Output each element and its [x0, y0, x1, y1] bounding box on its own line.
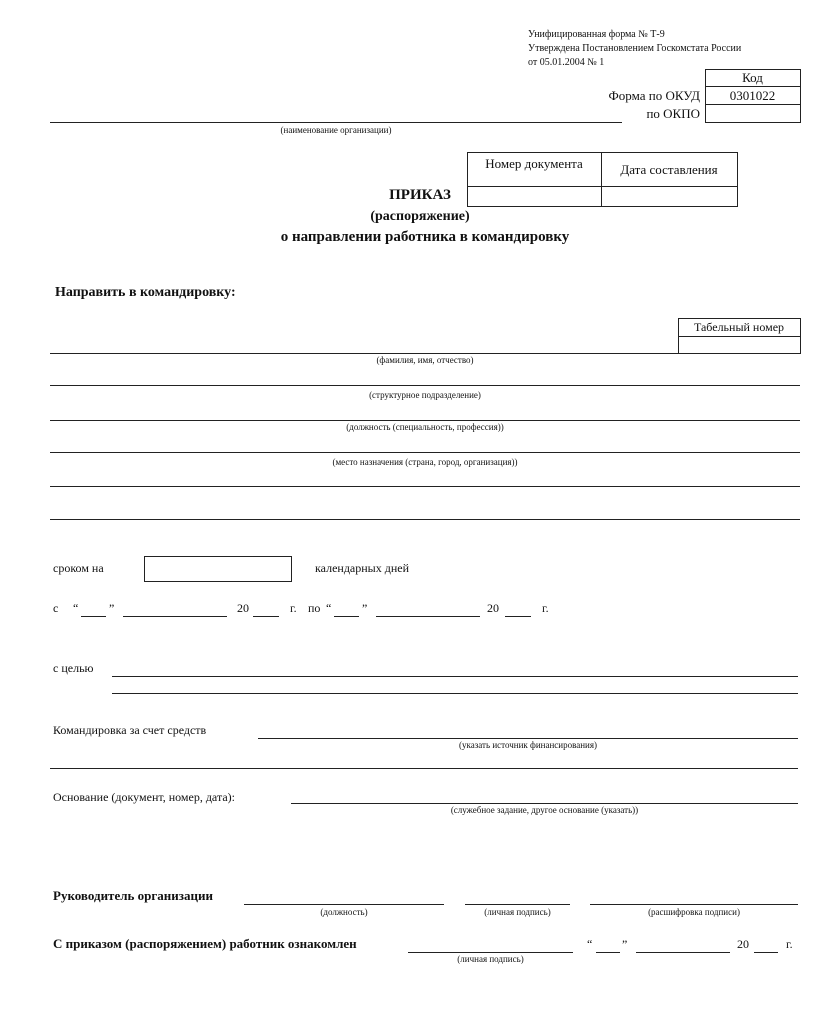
ack-month-field[interactable] — [636, 938, 730, 953]
tabel-number-header: Табельный номер — [693, 320, 785, 334]
ack-quote-close: ” — [622, 937, 628, 951]
date-to-year-prefix: 20 — [487, 601, 499, 615]
date-from-quote-open: “ — [73, 601, 79, 615]
send-label: Направить в командировку: — [55, 285, 236, 300]
date-from-year-field[interactable] — [253, 602, 279, 617]
tabel-table-divider — [678, 336, 800, 337]
form-header-line-3: от 05.01.2004 № 1 — [528, 57, 605, 68]
title-directive: (распоряжение) — [370, 209, 470, 224]
head-decoding-field[interactable] — [590, 890, 798, 905]
ack-year-suffix: г. — [786, 937, 793, 951]
head-position-caption-text: (должность) — [320, 907, 368, 917]
basis-label: Основание (документ, номер, дата): — [53, 790, 235, 804]
head-decoding-caption: (расшифровка подписи) — [648, 907, 740, 917]
purpose-label: с целью — [53, 661, 94, 675]
doc-date-header: Дата составления — [620, 162, 718, 177]
date-from-year-prefix: 20 — [237, 601, 249, 615]
basis-caption: (служебное задание, другое основание (указать)) — [450, 805, 639, 815]
employee-signature-field[interactable] — [408, 938, 573, 953]
department-caption: (структурное подразделение) — [369, 390, 481, 400]
ack-quote-open: “ — [587, 937, 593, 951]
ack-day-field[interactable] — [596, 938, 620, 953]
head-signature-field[interactable] — [465, 890, 570, 905]
code-table-divider — [705, 104, 800, 105]
form-header-line-2: Утверждена Постановлением Госкомстата России — [528, 43, 742, 54]
organization-name-field[interactable] — [50, 108, 622, 123]
ack-year-field[interactable] — [754, 938, 778, 953]
date-to-year-field[interactable] — [505, 602, 531, 617]
date-to-quote-close: ” — [362, 601, 368, 615]
destination-field-line-2[interactable] — [50, 472, 800, 487]
form-header-line-1: Унифицированная форма № Т-9 — [528, 29, 665, 40]
code-table-divider — [705, 86, 800, 87]
department-field[interactable] — [50, 371, 800, 386]
term-suffix: календарных дней — [315, 561, 410, 575]
fio-field[interactable] — [50, 339, 678, 354]
position-caption: (должность (специальность, профессия)) — [346, 422, 504, 432]
head-label: Руководитель организации — [53, 888, 213, 903]
doc-number-header: Номер документа — [485, 156, 583, 171]
destination-field[interactable] — [50, 438, 800, 453]
funding-caption: (указать источник финансирования) — [459, 740, 597, 750]
date-to-label: по — [308, 601, 321, 615]
purpose-field-line-2[interactable] — [112, 679, 798, 694]
date-from-month-field[interactable] — [123, 602, 227, 617]
date-from-quote-close: ” — [109, 601, 115, 615]
term-days-box[interactable] — [144, 556, 292, 582]
doc-table-divider — [601, 152, 602, 206]
purpose-field[interactable] — [112, 662, 798, 677]
head-position-field[interactable] — [244, 890, 444, 905]
date-to-year-suffix: г. — [542, 601, 549, 615]
funding-label: Командировка за счет средств — [53, 723, 207, 737]
date-from-day-field[interactable] — [81, 602, 106, 617]
employee-label: С приказом (распоряжением) работник ознакомлен — [53, 936, 357, 951]
date-from-label: с — [53, 601, 59, 615]
ack-year-prefix: 20 — [737, 937, 749, 951]
employee-signature-caption: (личная подпись) — [457, 954, 524, 964]
head-signature-caption: (личная подпись) — [484, 907, 551, 917]
funding-field-line-2[interactable] — [50, 754, 798, 769]
title-subject: о направлении работника в командировку — [280, 229, 570, 245]
date-to-day-field[interactable] — [334, 602, 359, 617]
destination-caption: (место назначения (страна, город, организация)) — [332, 457, 518, 467]
fio-caption: (фамилия, имя, отчество) — [376, 355, 474, 365]
organization-caption: (наименование организации) — [280, 125, 392, 135]
term-prefix: сроком на — [53, 561, 104, 575]
basis-field[interactable] — [291, 789, 798, 804]
doc-table-divider — [467, 186, 737, 187]
code-header: Код — [742, 70, 763, 85]
okpo-label: по ОКПО — [646, 106, 700, 121]
date-to-month-field[interactable] — [376, 602, 480, 617]
okud-value[interactable]: 0301022 — [729, 88, 776, 103]
funding-field[interactable] — [258, 724, 798, 739]
date-to-quote-open: “ — [326, 601, 332, 615]
date-from-year-suffix: г. — [290, 601, 297, 615]
destination-field-line-3[interactable] — [50, 505, 800, 520]
title-order: ПРИКАЗ — [389, 187, 451, 203]
position-field[interactable] — [50, 406, 800, 421]
okud-label: Форма по ОКУД — [608, 88, 700, 103]
